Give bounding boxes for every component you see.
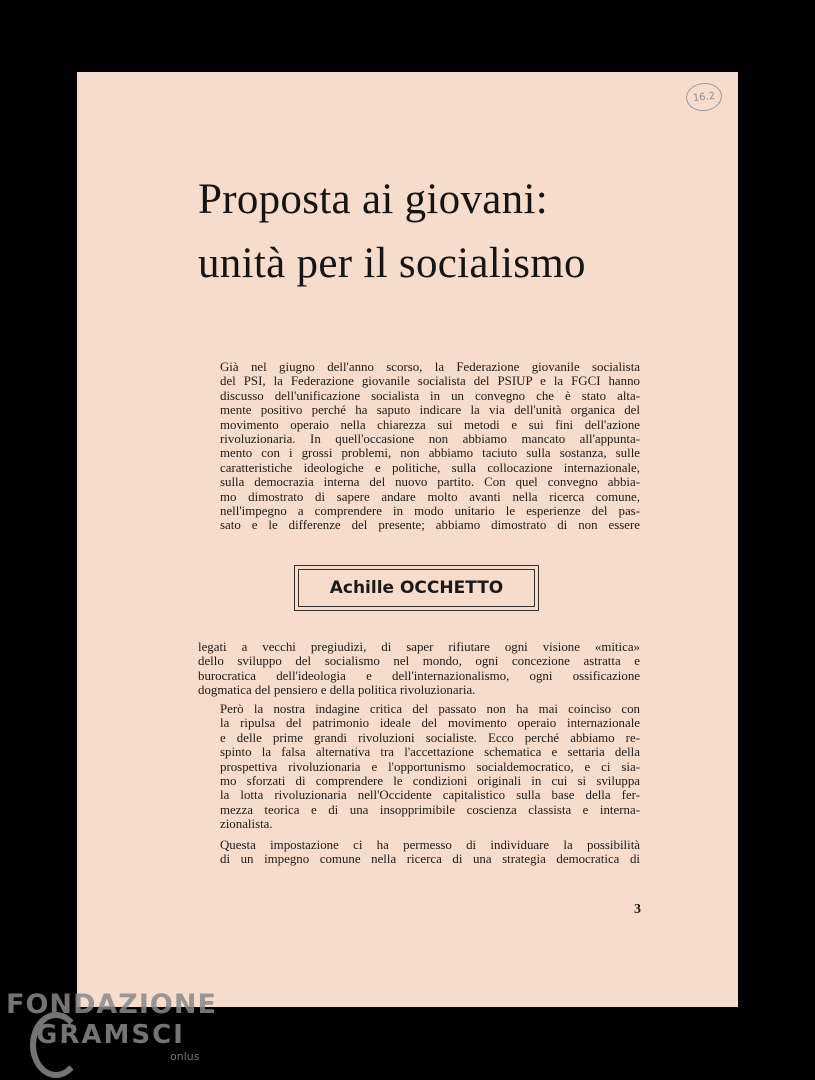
text-line: del PSI, la Federazione giovanile socialista del PSIUP e la FGCI hanno <box>220 374 640 389</box>
watermark-line-1: FONDAZIONE <box>6 989 217 1020</box>
text-line: mo dimostrato di sapere andare molto avanti nella ricerca comune, <box>220 489 640 504</box>
paragraph-4 <box>198 838 640 867</box>
paragraph-2 <box>198 640 640 698</box>
author-box <box>294 565 539 611</box>
text-line: zionalista. <box>220 817 273 832</box>
text-line: spinto la falsa alternativa tra l'accettazione schematica e settaria della <box>220 745 640 760</box>
text-line: caratteristiche ideologiche e politiche, sulla collocazione internazionale, <box>220 460 640 475</box>
article-title <box>198 168 678 296</box>
text-line: di un impegno comune nella ricerca di una strategia democratica di <box>220 852 640 867</box>
text-line: Già nel giugno dell'anno scorso, la Federazione giovanile socialista <box>220 360 640 374</box>
text-line: mezza teorica e di una insopprimibile coscienza classista e interna- <box>220 802 640 817</box>
text-line: mento con i grossi problemi, non abbiamo taciuto sulla sostanza, sulle <box>220 446 640 461</box>
text-line: dello sviluppo del socialismo nel mondo, ogni concezione astratta e <box>198 654 640 669</box>
title-line: unità per il socialismo <box>198 240 586 287</box>
watermark-g-logo-icon <box>30 1012 82 1078</box>
title-line: Proposta ai giovani: <box>198 176 548 223</box>
text-line: sato e le differenze del presente; abbiamo dimostrato di non essere <box>220 518 640 533</box>
text-line: la ripulsa del patrimonio ideale del movimento operaio internazionale <box>220 716 640 731</box>
text-line: e delle prime grandi rivoluzioni socialiste. Ecco perché abbiamo re- <box>220 730 640 745</box>
watermark-line-2 <box>36 1020 217 1050</box>
text-line: discusso dell'unificazione socialista in un convegno che è stato alta- <box>220 388 640 403</box>
paragraph-1 <box>198 360 640 533</box>
text-line: la lotta rivoluzionaria nell'Occidente capitalistico sulla base della fer- <box>220 788 640 803</box>
text-line: burocratica dell'ideologia e dell'internazionalismo, ogni ossificazione <box>198 668 640 683</box>
page-number: 3 <box>634 902 641 917</box>
text-line: Però la nostra indagine critica del passato non ha mai coinciso con <box>220 702 640 716</box>
text-line: rivoluzionaria. In quell'occasione non abbiamo mancato all'appunta- <box>220 432 640 447</box>
text-line: sulla democrazia interna del nuovo partito. Con quel convegno abbia- <box>220 475 640 490</box>
text-line: Questa impostazione ci ha permesso di individuare la possibilità <box>220 838 640 852</box>
archive-stamp: 16.2 <box>685 81 724 113</box>
text-line: prospettiva rivoluzionaria e l'opportunismo socialdemocratico, e ci sia- <box>220 759 640 774</box>
watermark-line-2-text: GRAMSCI <box>36 1020 185 1050</box>
text-line: legati a vecchi pregiudizi, di saper rifiutare ogni visione «mitica» <box>198 640 640 654</box>
author-name: Achille OCCHETTO <box>329 578 504 598</box>
text-line: mo sforzati di comprendere le condizioni originali in cui si sviluppa <box>220 774 640 789</box>
paragraph-3 <box>198 702 640 832</box>
fondazione-gramsci-watermark <box>6 989 217 1063</box>
watermark-suffix: onlus <box>170 1050 200 1063</box>
text-line: mente positivo perché ha saputo indicare la via dell'unità organica del <box>220 403 640 418</box>
text-line: nell'impegno a comprendere in modo unitario le esperienze del pas- <box>220 504 640 519</box>
document-page <box>77 72 738 1007</box>
text-line: dogmatica del pensiero e della politica rivoluzionaria. <box>198 683 476 698</box>
text-line: movimento operaio nella chiarezza sui metodi e sui fini dell'azione <box>220 417 640 432</box>
